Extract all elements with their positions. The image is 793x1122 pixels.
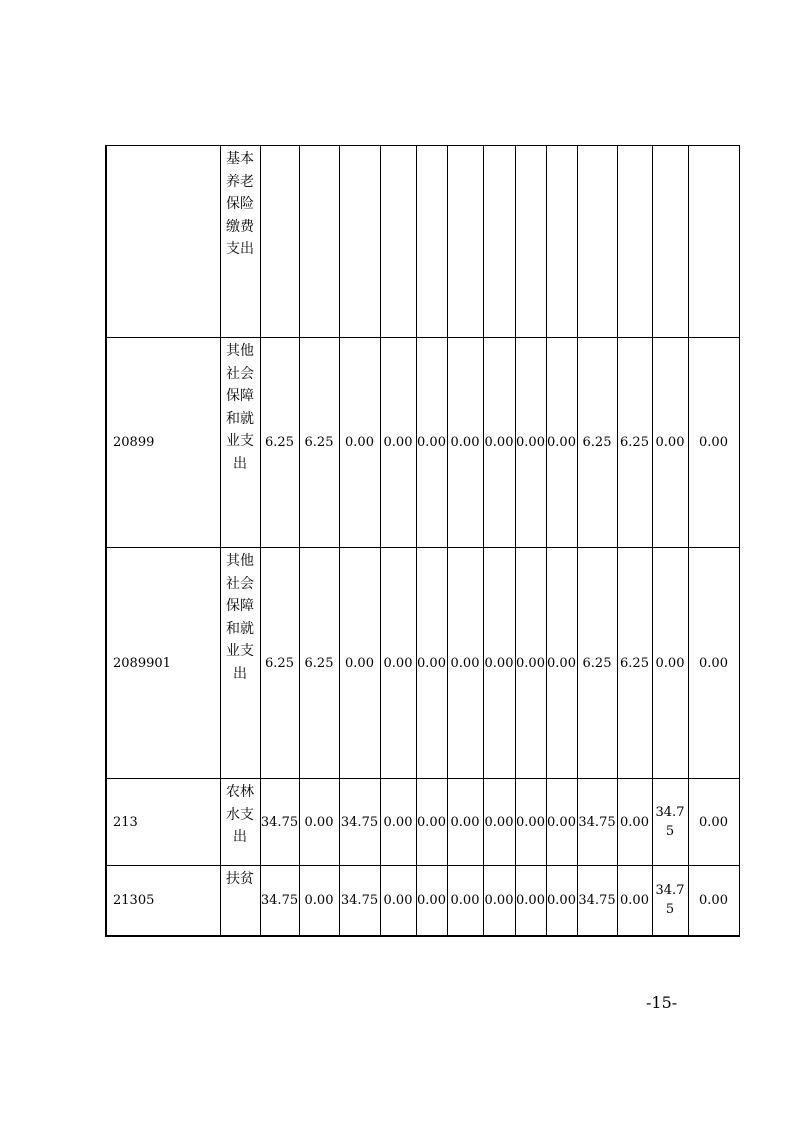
row-code: 20899 bbox=[106, 338, 220, 548]
row-value bbox=[447, 146, 483, 338]
row-value: 0.00 bbox=[447, 779, 483, 866]
row-value bbox=[416, 146, 447, 338]
row-value: 34.75 bbox=[260, 779, 299, 866]
row-value: 0.00 bbox=[339, 548, 380, 779]
row-value: 34.75 bbox=[577, 779, 617, 866]
row-value bbox=[546, 146, 577, 338]
row-name: 基本养老保险缴费支出 bbox=[220, 146, 260, 338]
row-value: 0.00 bbox=[688, 338, 739, 548]
row-value: 0.00 bbox=[483, 866, 515, 936]
row-value: 6.25 bbox=[299, 338, 339, 548]
row-value: 0.00 bbox=[380, 779, 416, 866]
table-row bbox=[106, 779, 739, 866]
row-value bbox=[515, 146, 546, 338]
row-value: 0.00 bbox=[546, 548, 577, 779]
row-name: 农林水支出 bbox=[220, 779, 260, 866]
row-value: 0.00 bbox=[447, 866, 483, 936]
row-value: 0.00 bbox=[339, 338, 380, 548]
row-value: 34.75 bbox=[577, 866, 617, 936]
row-value: 34.75 bbox=[652, 866, 688, 936]
row-value: 0.00 bbox=[299, 779, 339, 866]
row-value: 0.00 bbox=[515, 866, 546, 936]
row-value: 0.00 bbox=[380, 866, 416, 936]
row-code: 213 bbox=[106, 779, 220, 866]
row-value: 34.75 bbox=[339, 779, 380, 866]
row-value: 0.00 bbox=[546, 779, 577, 866]
row-value: 0.00 bbox=[546, 338, 577, 548]
row-value: 6.25 bbox=[299, 548, 339, 779]
row-value bbox=[688, 146, 739, 338]
row-value bbox=[339, 146, 380, 338]
budget-table bbox=[105, 145, 740, 937]
table-row bbox=[106, 866, 739, 936]
row-value: 0.00 bbox=[617, 866, 652, 936]
row-name: 扶贫 bbox=[220, 866, 260, 936]
row-value: 0.00 bbox=[652, 338, 688, 548]
row-value: 0.00 bbox=[546, 866, 577, 936]
row-value: 6.25 bbox=[617, 548, 652, 779]
row-value: 0.00 bbox=[416, 338, 447, 548]
row-name: 其他社会保障和就业支出 bbox=[220, 338, 260, 548]
row-code: 21305 bbox=[106, 866, 220, 936]
row-code: 2089901 bbox=[106, 548, 220, 779]
row-value: 0.00 bbox=[688, 866, 739, 936]
row-value: 0.00 bbox=[515, 548, 546, 779]
row-value: 6.25 bbox=[577, 338, 617, 548]
row-name: 其他社会保障和就业支出 bbox=[220, 548, 260, 779]
row-value: 6.25 bbox=[260, 338, 299, 548]
row-code bbox=[106, 146, 220, 338]
row-value: 0.00 bbox=[416, 548, 447, 779]
row-value: 34.75 bbox=[339, 866, 380, 936]
table-row bbox=[106, 548, 739, 779]
row-value bbox=[617, 146, 652, 338]
row-value: 6.25 bbox=[260, 548, 299, 779]
row-value bbox=[380, 146, 416, 338]
row-value: 0.00 bbox=[515, 779, 546, 866]
row-value: 0.00 bbox=[515, 338, 546, 548]
row-value: 0.00 bbox=[652, 548, 688, 779]
row-value: 0.00 bbox=[483, 338, 515, 548]
row-value bbox=[483, 146, 515, 338]
row-value: 0.00 bbox=[380, 338, 416, 548]
row-value bbox=[299, 146, 339, 338]
row-value: 0.00 bbox=[688, 548, 739, 779]
row-value: 0.00 bbox=[483, 548, 515, 779]
row-value: 0.00 bbox=[483, 779, 515, 866]
row-value: 0.00 bbox=[447, 338, 483, 548]
row-value: 34.75 bbox=[652, 779, 688, 866]
row-value: 0.00 bbox=[416, 779, 447, 866]
table-row bbox=[106, 338, 739, 548]
row-value bbox=[577, 146, 617, 338]
table-row bbox=[106, 146, 739, 338]
row-value: 0.00 bbox=[380, 548, 416, 779]
row-value bbox=[260, 146, 299, 338]
page-number: -15- bbox=[646, 993, 678, 1012]
row-value: 0.00 bbox=[299, 866, 339, 936]
row-value: 0.00 bbox=[688, 779, 739, 866]
row-value bbox=[652, 146, 688, 338]
row-value: 6.25 bbox=[617, 338, 652, 548]
row-value: 0.00 bbox=[416, 866, 447, 936]
row-value: 6.25 bbox=[577, 548, 617, 779]
row-value: 0.00 bbox=[447, 548, 483, 779]
row-value: 0.00 bbox=[617, 779, 652, 866]
row-value: 34.75 bbox=[260, 866, 299, 936]
